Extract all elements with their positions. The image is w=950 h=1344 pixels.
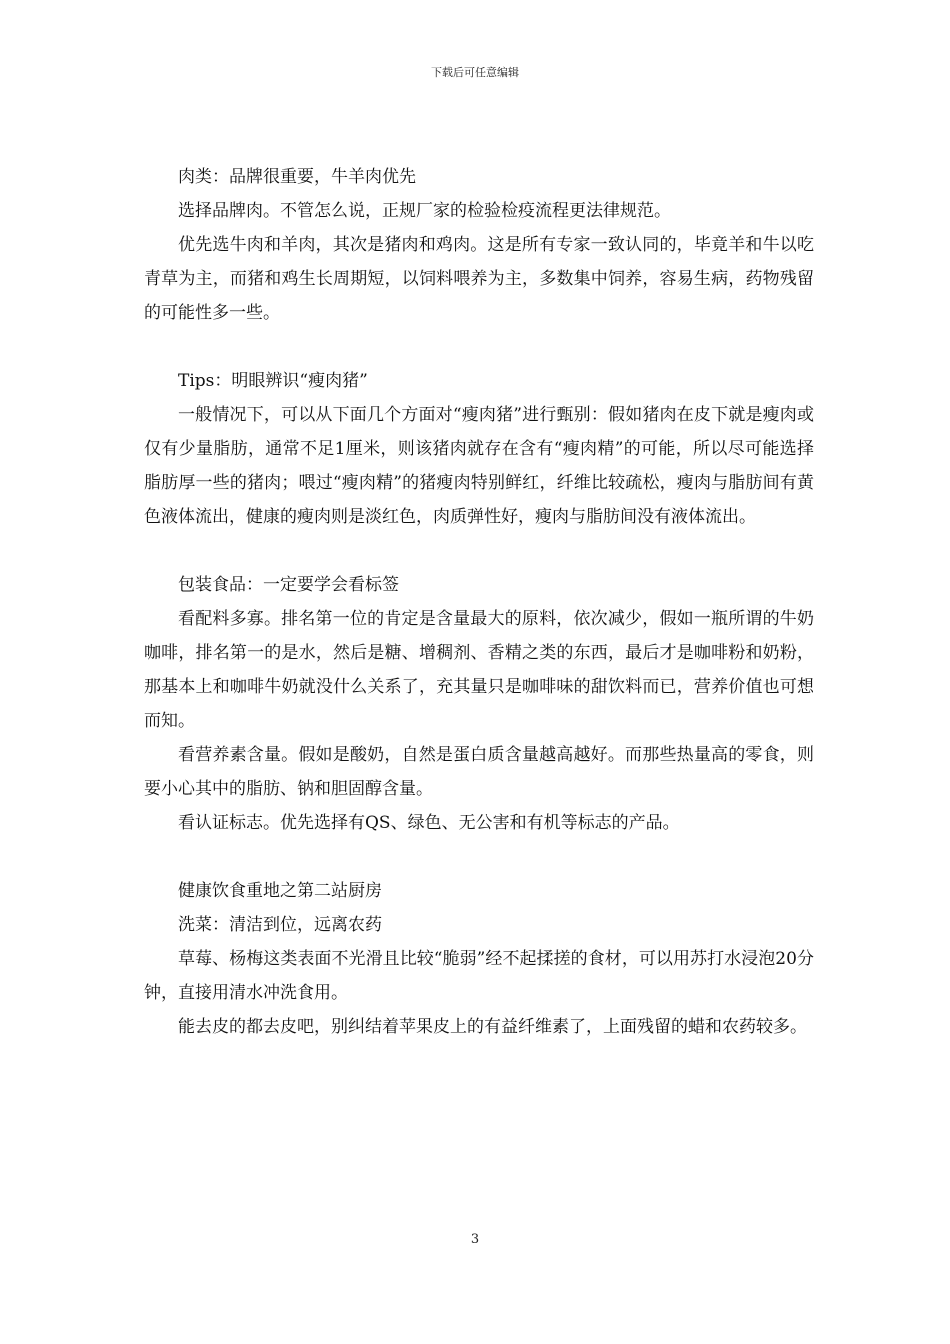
section-heading-packaged-food: 包装食品：一定要学会看标签 — [178, 575, 399, 595]
paragraph: 一般情况下，可以从下面几个方面对“瘦肉猪”进行甄别：假如猪肉在皮下就是瘦肉或仅有少量脂肪，通常不足1厘米，则该猪肉就存在含有“瘦肉精”的可能，所以尽可能选择脂肪厚一些的猪肉；喂过“瘦肉精”的猪瘦肉特别鲜红，纤维比较疏松，瘦肉与脂肪间有黄色液体流出，健康的瘦肉则是淡红色，肉质弹性好，瘦肉与脂肪间没有液体流出。 — [144, 405, 814, 527]
paragraph-gap — [144, 534, 814, 568]
paragraph: 能去皮的都去皮吧，别纠结着苹果皮上的有益纤维素了，上面残留的蜡和农药较多。 — [178, 1017, 807, 1037]
paragraph: 看认证标志。优先选择有QS、绿色、无公害和有机等标志的产品。 — [178, 813, 680, 833]
section-heading-kitchen: 健康饮食重地之第二站厨房 — [178, 881, 382, 901]
section-heading-tips: Tips：明眼辨识“瘦肉猪” — [178, 371, 368, 391]
paragraph-gap — [144, 330, 814, 364]
section-heading-meat: 肉类：品牌很重要，牛羊肉优先 — [178, 167, 416, 187]
page-header: 下载后可任意编辑 — [431, 66, 519, 79]
paragraph: 草莓、杨梅这类表面不光滑且比较“脆弱”经不起揉搓的食材，可以用苏打水浸泡20分钟，直接用清水冲洗食用。 — [144, 949, 814, 1003]
paragraph: 看营养素含量。假如是酸奶，自然是蛋白质含量越高越好。而那些热量高的零食，则要小心其中的脂肪、钠和胆固醇含量。 — [144, 745, 814, 799]
paragraph: 选择品牌肉。不管怎么说，正规厂家的检验检疫流程更法律规范。 — [178, 201, 671, 221]
paragraph-gap — [144, 840, 814, 874]
paragraph: 看配料多寡。排名第一位的肯定是含量最大的原料，依次减少，假如一瓶所谓的牛奶咖啡，排名第一的是水，然后是糖、增稠剂、香精之类的东西，最后才是咖啡粉和奶粉，那基本上和咖啡牛奶就没什么关系了，充其量只是咖啡味的甜饮料而已，营养价值也可想而知。 — [144, 609, 814, 731]
document-body — [144, 160, 814, 1044]
paragraph: 优先选牛肉和羊肉，其次是猪肉和鸡肉。这是所有专家一致认同的，毕竟羊和牛以吃青草为主，而猪和鸡生长周期短，以饲料喂养为主，多数集中饲养，容易生病，药物残留的可能性多一些。 — [144, 235, 814, 323]
section-subheading-washing: 洗菜：清洁到位，远离农药 — [178, 915, 382, 935]
page-number: 3 — [470, 1232, 480, 1247]
